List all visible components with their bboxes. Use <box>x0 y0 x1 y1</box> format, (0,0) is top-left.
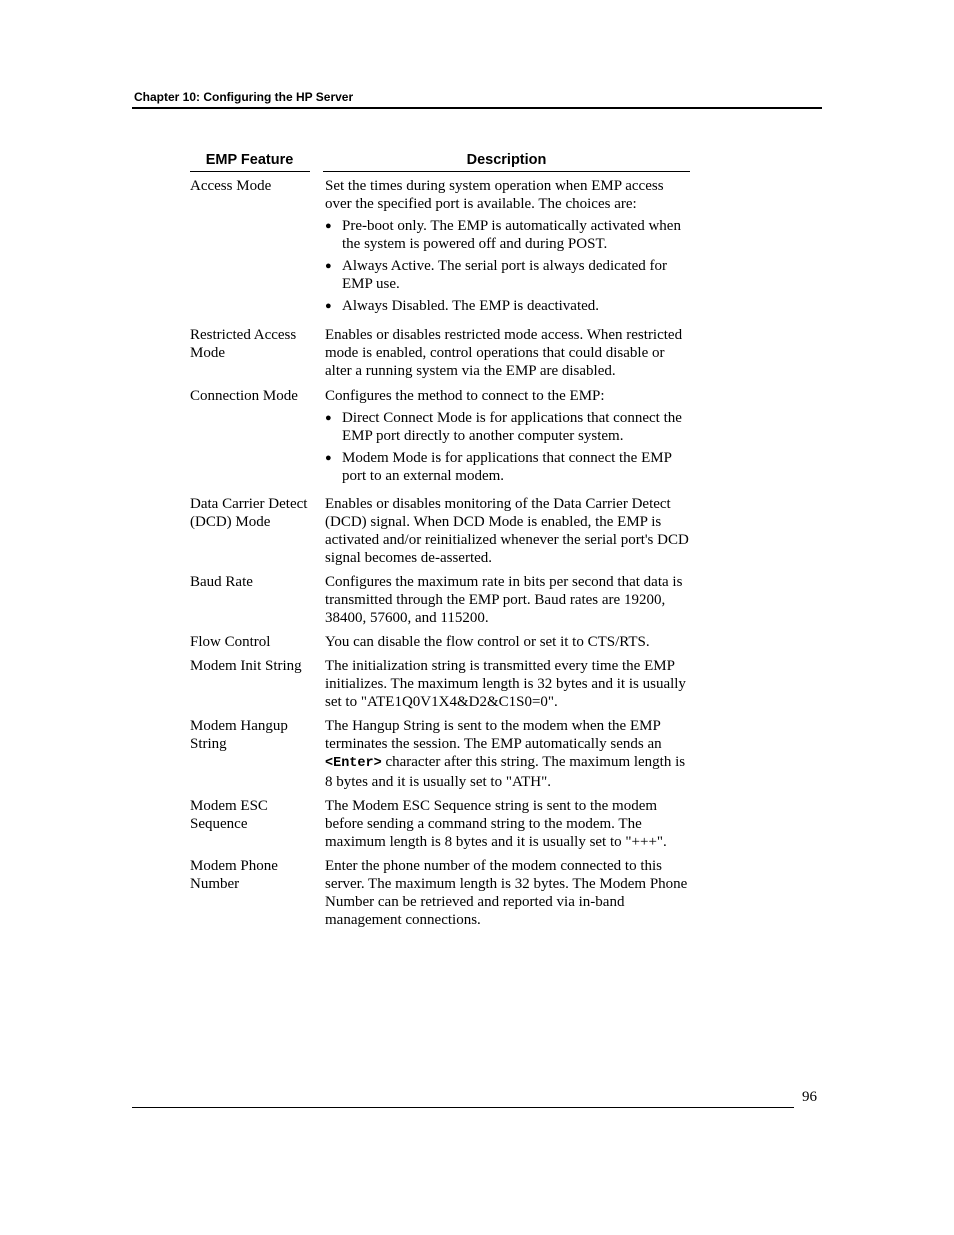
description-text: Set the times during system operation when EMP access over the specified port is available. The choices are: <box>325 178 664 212</box>
header-rule <box>132 107 822 109</box>
table-row <box>190 657 690 711</box>
feature-name: Data Carrier Detect (DCD) Mode <box>190 496 308 530</box>
emp-feature-table <box>190 177 690 929</box>
feature-name: Modem Hangup String <box>190 718 288 752</box>
chapter-header: Chapter 10: Configuring the HP Server <box>134 90 354 104</box>
footer-rule <box>132 1107 794 1108</box>
bullet-icon: ● <box>325 300 332 312</box>
column-rule-feature <box>190 171 310 172</box>
bullet-icon: ● <box>325 220 332 232</box>
table-row <box>190 177 690 319</box>
description-text: Enables or disables monitoring of the Data Carrier Detect (DCD) signal. When DCD Mode is enabled, the EMP is activated and/or reinitialized whenever the serial port's DCD signal becomes de-asserted. <box>325 496 689 566</box>
feature-name: Modem ESC Sequence <box>190 798 268 832</box>
feature-name: Access Mode <box>190 178 272 194</box>
description-text: Enables or disables restricted mode access. When restricted mode is enabled, control operations that could disable or alter a running system via the EMP are disabled. <box>325 327 683 379</box>
list-item: ● Modem Mode is for applications that connect the EMP port to an external modem. <box>325 450 672 484</box>
list-item: ● Always Disabled. The EMP is deactivated. <box>325 298 600 314</box>
feature-description <box>325 717 690 791</box>
description-text: You can disable the flow control or set it to CTS/RTS. <box>325 634 650 650</box>
feature-description <box>325 177 690 319</box>
feature-description <box>325 573 690 627</box>
description-text: The Hangup String is sent to the modem when the EMP terminates the session. The EMP automatically sends an <Enter> character after this string. The maximum length is 8 bytes and it is usually set to "ATH". <box>325 718 686 790</box>
feature-description <box>325 657 690 711</box>
feature-name: Modem Init String <box>190 658 302 674</box>
table-row <box>190 857 690 929</box>
feature-name: Modem Phone Number <box>190 858 278 892</box>
table-row <box>190 633 690 651</box>
column-header-feature: EMP Feature <box>205 152 294 168</box>
feature-name: Connection Mode <box>190 388 298 404</box>
table-row <box>190 797 690 851</box>
list-item: ● Pre-boot only. The EMP is automatically activated when the system is powered off and during POST. <box>325 218 681 252</box>
description-text: Configures the maximum rate in bits per second that data is transmitted through the EMP port. Baud rates are 19200, 38400, 57600, and 115200. <box>325 574 683 626</box>
feature-description <box>325 633 690 651</box>
table-row <box>190 326 690 380</box>
choice-list <box>325 217 690 315</box>
table-row <box>190 495 690 567</box>
feature-name: Baud Rate <box>190 574 253 590</box>
enter-key-code: <Enter> <box>325 756 382 771</box>
feature-description <box>325 797 690 851</box>
bullet-icon: ● <box>325 260 332 272</box>
table-row <box>190 717 690 791</box>
list-item: ● Direct Connect Mode is for applications that connect the EMP port directly to another computer system. <box>325 410 682 444</box>
description-text: The initialization string is transmitted every time the EMP initializes. The maximum length is 32 bytes and it is usually set to "ATE1Q0V1X4&D2&C1S0=0". <box>325 658 686 710</box>
feature-description <box>325 326 690 380</box>
bullet-icon: ● <box>325 412 332 424</box>
feature-description <box>325 857 690 929</box>
list-item: ● Always Active. The serial port is always dedicated for EMP use. <box>325 258 668 292</box>
column-rule-description <box>323 171 690 172</box>
feature-description <box>325 495 690 567</box>
description-text: Configures the method to connect to the EMP: <box>325 388 605 404</box>
bullet-icon: ● <box>325 452 332 464</box>
feature-description <box>325 387 690 489</box>
feature-name: Flow Control <box>190 634 271 650</box>
column-header-description: Description <box>466 152 547 168</box>
description-text: Enter the phone number of the modem connected to this server. The maximum length is 32 bytes. The Modem Phone Number can be retrieved and reported via in-band management connections. <box>325 858 688 928</box>
feature-name: Restricted Access Mode <box>190 327 297 361</box>
page-number: 96 <box>802 1089 817 1105</box>
table-row <box>190 387 690 489</box>
table-row <box>190 573 690 627</box>
choice-list <box>325 409 690 485</box>
description-text: The Modem ESC Sequence string is sent to the modem before sending a command string to the modem. The maximum length is 8 bytes and it is usually set to "+++". <box>325 798 667 850</box>
